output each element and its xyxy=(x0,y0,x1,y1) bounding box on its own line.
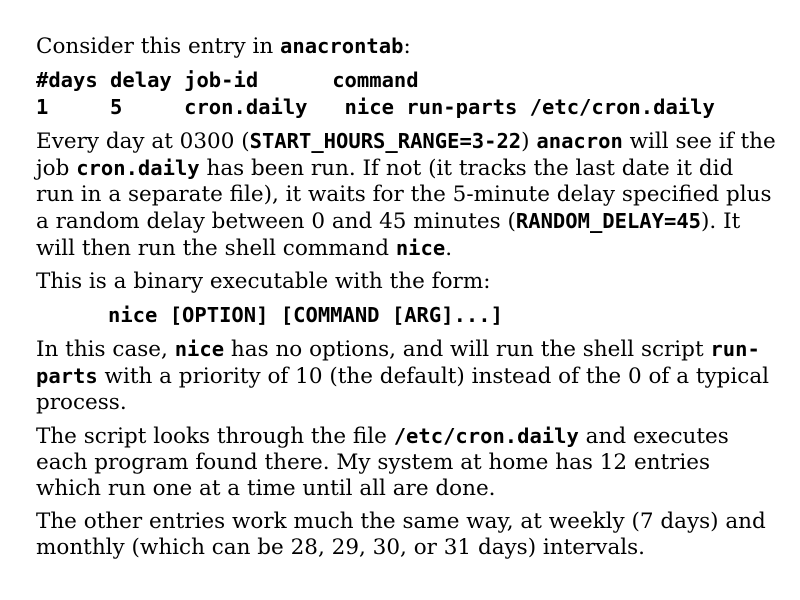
p1-text-d: has been run. If not (it tracks the last date it did run in a separate file), it waits for the 5-minute delay specified plus a random delay between 0 and 45 minutes ( xyxy=(36,156,772,234)
p4-text-b: and executes each program found there. My system at home has 12 entries which run one at a time until all are done. xyxy=(36,424,729,501)
p1-text-c: will see if the job xyxy=(36,129,776,181)
cron-daily-path-code: /etc/cron.daily xyxy=(393,424,579,448)
options-paragraph xyxy=(36,336,776,416)
document-page xyxy=(36,33,776,568)
p3-text-c: with a priority of 10 (the default) instead of the 0 of a typical process. xyxy=(36,364,770,415)
random-delay-code: RANDOM_DELAY=45 xyxy=(515,209,702,233)
cron-daily-code: cron.daily xyxy=(76,156,200,180)
run-parts-code: run-parts xyxy=(36,337,760,388)
intro-tail: : xyxy=(403,34,411,59)
intro-paragraph xyxy=(36,33,776,60)
binary-paragraph: This is a binary executable with the form: xyxy=(36,269,491,294)
nice-code-2: nice xyxy=(174,337,225,361)
p1-text-a: Every day at 0300 ( xyxy=(36,129,250,154)
anacron-code: anacron xyxy=(536,129,623,153)
anacrontab-header-line: #days delay job-id command xyxy=(36,68,419,92)
p3-text-b: has no options, and will run the shell script xyxy=(224,337,711,362)
nice-code: nice xyxy=(395,236,446,260)
start-hours-range-code: START_HOURS_RANGE=3-22 xyxy=(249,129,522,153)
p4-text-a: The script looks through the file xyxy=(36,424,394,449)
anacrontab-row-line: 1 5 cron.daily nice run-parts /etc/cron.daily xyxy=(36,95,715,119)
script-paragraph xyxy=(36,423,776,502)
p1-text-e: ). It will then run the shell command xyxy=(36,209,741,261)
explanation-paragraph xyxy=(36,128,776,262)
anacrontab-filename: anacrontab xyxy=(280,34,404,58)
intro-lead: Consider this entry in xyxy=(36,34,281,59)
p1-text-f: . xyxy=(445,236,453,261)
anacrontab-entry xyxy=(36,67,776,121)
nice-syntax-line: nice [OPTION] [COMMAND [ARG]...] xyxy=(108,303,503,327)
other-entries-paragraph: The other entries work much the same way, at weekly (7 days) and monthly (which can be 28, 29, 30, or 31 days) intervals. xyxy=(36,509,766,560)
p3-text-a: In this case, xyxy=(36,337,175,362)
p1-text-b: ) xyxy=(521,129,537,154)
